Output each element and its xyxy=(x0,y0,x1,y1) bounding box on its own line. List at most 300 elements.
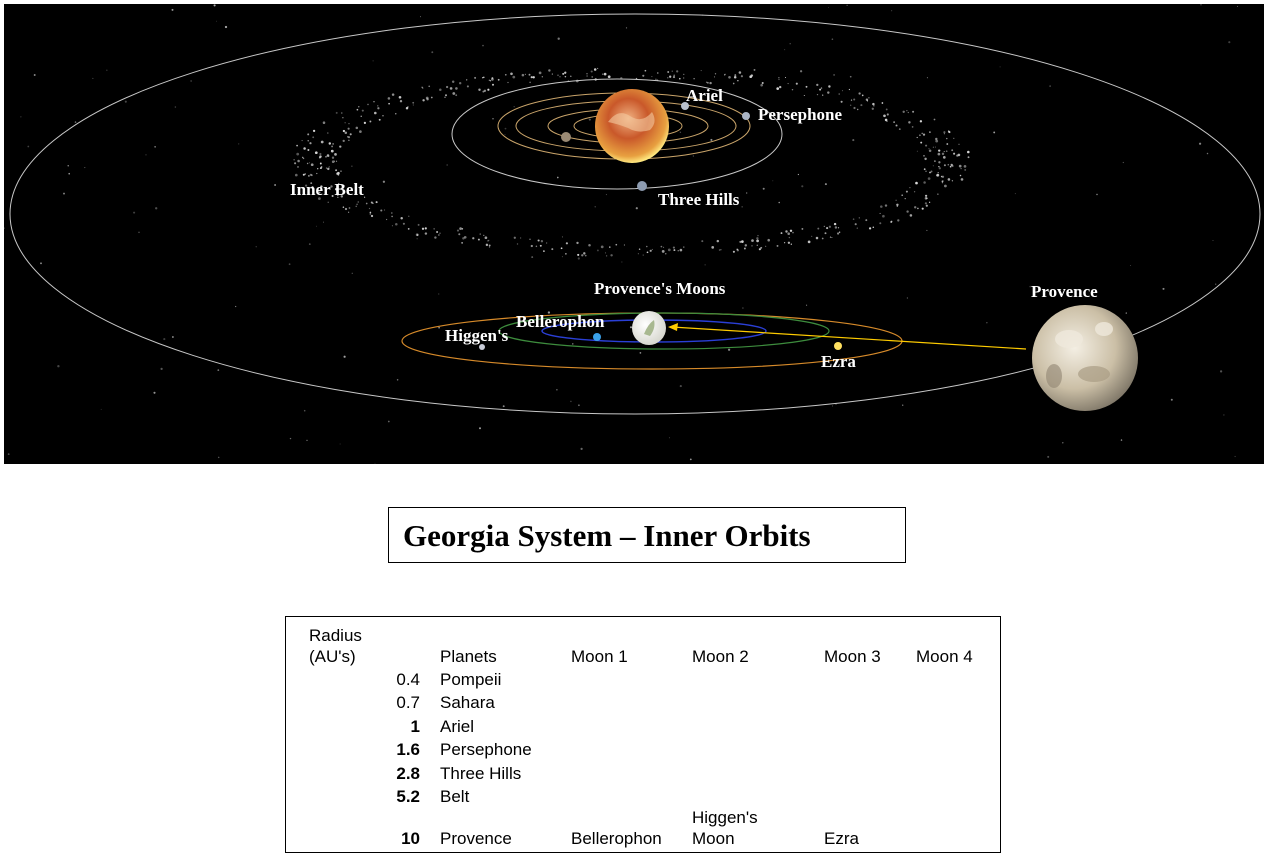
belt-particle xyxy=(757,235,758,236)
belt-particle xyxy=(948,130,950,132)
star xyxy=(492,118,493,119)
belt-particle xyxy=(439,88,442,91)
belt-particle xyxy=(778,77,779,78)
star xyxy=(986,322,987,323)
star xyxy=(907,297,908,298)
belt-particle xyxy=(873,227,875,229)
belt-particle xyxy=(505,74,507,76)
belt-particle xyxy=(816,237,819,240)
label-ezra: Ezra xyxy=(821,352,856,371)
belt-particle xyxy=(466,79,467,80)
belt-particle xyxy=(369,213,371,215)
belt-particle xyxy=(673,76,675,78)
belt-particle xyxy=(693,78,694,79)
star xyxy=(1200,4,1201,5)
belt-particle xyxy=(408,228,410,230)
belt-particle xyxy=(935,147,936,148)
belt-particle xyxy=(327,168,329,170)
star xyxy=(680,385,682,387)
belt-particle xyxy=(610,254,612,256)
belt-particle xyxy=(343,140,345,142)
belt-particle xyxy=(293,159,294,160)
star xyxy=(513,106,514,107)
star xyxy=(40,262,42,264)
belt-particle xyxy=(828,85,830,87)
star xyxy=(847,5,848,6)
belt-particle xyxy=(426,97,429,100)
belt-particle xyxy=(791,244,792,245)
belt-particle xyxy=(882,102,884,104)
belt-particle xyxy=(399,96,402,99)
sahara-planet xyxy=(561,132,571,142)
belt-particle xyxy=(639,248,641,250)
row-radius: 0.4 xyxy=(396,670,420,689)
belt-particle xyxy=(741,75,743,77)
belt-particle xyxy=(756,240,759,243)
belt-particle xyxy=(566,242,568,244)
belt-particle xyxy=(492,84,494,86)
star xyxy=(578,404,580,406)
belt-particle xyxy=(450,87,453,90)
belt-particle xyxy=(624,244,625,245)
belt-particle xyxy=(608,75,611,78)
belt-particle xyxy=(384,209,385,210)
belt-particle xyxy=(412,102,414,104)
belt-particle xyxy=(839,232,840,233)
star xyxy=(482,45,484,47)
belt-particle xyxy=(532,76,534,78)
belt-particle xyxy=(667,71,669,73)
belt-particle xyxy=(297,166,299,168)
star xyxy=(580,448,582,450)
belt-particle xyxy=(931,171,933,173)
star xyxy=(373,60,374,61)
belt-particle xyxy=(917,208,919,210)
belt-particle xyxy=(826,227,828,229)
belt-particle xyxy=(439,233,440,234)
belt-particle xyxy=(577,254,579,256)
belt-particle xyxy=(462,237,464,239)
row-radius: 5.2 xyxy=(396,787,420,806)
belt-particle xyxy=(467,85,469,87)
belt-particle xyxy=(539,72,542,75)
star xyxy=(68,173,70,175)
belt-particle xyxy=(332,157,334,159)
belt-particle xyxy=(425,232,427,234)
belt-particle xyxy=(706,82,708,84)
belt-particle xyxy=(662,250,665,253)
star xyxy=(316,226,317,227)
belt-particle xyxy=(345,122,346,123)
star xyxy=(798,174,799,175)
belt-particle xyxy=(339,145,341,147)
belt-particle xyxy=(647,251,649,253)
belt-particle xyxy=(915,182,918,185)
star xyxy=(340,444,341,445)
belt-particle xyxy=(489,244,491,246)
belt-particle xyxy=(517,243,518,244)
belt-particle xyxy=(364,197,365,198)
belt-particle xyxy=(865,219,867,221)
belt-particle xyxy=(340,170,341,171)
belt-particle xyxy=(329,142,331,144)
belt-particle xyxy=(650,250,652,252)
belt-particle xyxy=(909,187,910,188)
belt-particle xyxy=(943,131,945,133)
belt-particle xyxy=(788,83,789,84)
belt-particle xyxy=(380,209,382,211)
belt-particle xyxy=(751,74,753,76)
label-provence: Provence xyxy=(1031,282,1098,301)
star xyxy=(570,401,572,403)
belt-particle xyxy=(920,142,922,144)
belt-particle xyxy=(938,149,940,151)
star xyxy=(558,38,560,40)
star xyxy=(218,457,220,459)
belt-particle xyxy=(416,233,419,236)
belt-particle xyxy=(920,120,922,122)
star xyxy=(837,232,839,234)
star xyxy=(383,181,385,183)
belt-particle xyxy=(765,246,766,247)
belt-particle xyxy=(326,168,327,169)
belt-particle xyxy=(609,246,610,247)
belt-particle xyxy=(938,166,939,167)
belt-particle xyxy=(343,206,345,208)
belt-particle xyxy=(959,144,960,145)
row-planet: Sahara xyxy=(440,693,495,712)
belt-particle xyxy=(944,151,945,152)
belt-particle xyxy=(678,250,679,251)
belt-particle xyxy=(751,239,754,242)
belt-particle xyxy=(512,76,515,79)
star xyxy=(306,440,307,441)
belt-particle xyxy=(376,201,378,203)
belt-particle xyxy=(714,76,715,77)
belt-particle xyxy=(872,103,874,105)
belt-particle xyxy=(934,119,936,121)
belt-particle xyxy=(321,166,323,168)
belt-particle xyxy=(334,153,337,156)
header-moon-4: Moon 4 xyxy=(916,647,973,666)
belt-particle xyxy=(444,97,445,98)
belt-particle xyxy=(806,86,808,88)
star xyxy=(1213,240,1214,241)
belt-particle xyxy=(817,228,819,230)
star xyxy=(323,222,324,223)
belt-particle xyxy=(478,89,480,91)
row-planet: Three Hills xyxy=(440,764,522,783)
star xyxy=(352,273,353,274)
star xyxy=(1237,6,1238,7)
belt-particle xyxy=(883,114,886,117)
belt-particle xyxy=(942,153,944,155)
belt-particle xyxy=(819,89,821,91)
belt-particle xyxy=(734,74,736,76)
belt-particle xyxy=(683,77,684,78)
star xyxy=(431,51,433,53)
row-radius: 2.8 xyxy=(396,764,420,783)
belt-particle xyxy=(933,147,934,148)
row-radius: 0.7 xyxy=(396,693,420,712)
belt-particle xyxy=(914,191,915,192)
belt-particle xyxy=(400,100,402,102)
belt-particle xyxy=(790,230,792,232)
belt-particle xyxy=(801,228,803,230)
star xyxy=(852,139,854,141)
star xyxy=(800,70,802,72)
belt-particle xyxy=(357,109,359,111)
row-radius: 1 xyxy=(410,717,420,736)
belt-particle xyxy=(309,142,311,144)
belt-particle xyxy=(951,149,953,151)
belt-particle xyxy=(942,181,944,183)
persephone-planet xyxy=(742,112,750,120)
belt-particle xyxy=(646,246,648,248)
belt-particle xyxy=(952,165,954,167)
belt-particle xyxy=(872,108,874,110)
belt-particle xyxy=(356,127,359,130)
star xyxy=(57,365,59,367)
star xyxy=(1015,193,1016,194)
label-ariel: Ariel xyxy=(686,86,723,105)
belt-particle xyxy=(307,163,308,164)
star xyxy=(375,463,376,464)
belt-particle xyxy=(906,110,907,111)
belt-particle xyxy=(422,228,424,230)
star xyxy=(1171,399,1173,401)
belt-particle xyxy=(336,161,337,162)
star xyxy=(84,167,85,168)
belt-particle xyxy=(478,239,480,241)
belt-particle xyxy=(483,77,485,79)
belt-particle xyxy=(307,149,309,151)
belt-particle xyxy=(438,234,439,235)
star xyxy=(742,307,744,309)
star xyxy=(728,349,730,351)
belt-particle xyxy=(562,73,564,75)
star xyxy=(828,7,829,8)
belt-particle xyxy=(296,153,299,156)
orbit-table xyxy=(285,616,1001,853)
belt-particle xyxy=(436,231,438,233)
belt-particle xyxy=(446,86,448,88)
star xyxy=(705,264,706,265)
belt-particle xyxy=(474,77,476,79)
belt-particle xyxy=(370,212,372,214)
belt-particle xyxy=(319,153,321,155)
belt-particle xyxy=(886,108,888,110)
star xyxy=(1130,265,1131,266)
belt-particle xyxy=(362,110,364,112)
belt-particle xyxy=(711,246,714,249)
belt-particle xyxy=(777,245,779,247)
star xyxy=(927,77,928,78)
provence-pointer-arrowhead xyxy=(668,323,678,331)
belt-particle xyxy=(959,165,962,168)
belt-particle xyxy=(489,246,490,247)
belt-particle xyxy=(576,242,578,244)
star xyxy=(763,188,765,190)
belt-particle xyxy=(421,87,422,88)
belt-particle xyxy=(531,245,533,247)
belt-particle xyxy=(808,241,811,244)
belt-particle xyxy=(895,125,897,127)
belt-particle xyxy=(964,169,966,171)
belt-particle xyxy=(683,246,684,247)
belt-particle xyxy=(315,151,318,154)
belt-particle xyxy=(413,104,414,105)
belt-particle xyxy=(561,247,563,249)
star xyxy=(146,154,147,155)
row-planet: Ariel xyxy=(440,717,475,736)
belt-particle xyxy=(719,249,721,251)
star xyxy=(636,207,638,209)
star xyxy=(1215,284,1216,285)
belt-particle xyxy=(924,168,926,170)
belt-particle xyxy=(356,203,358,205)
star xyxy=(789,43,790,44)
belt-particle xyxy=(455,87,458,90)
belt-particle xyxy=(297,160,300,163)
belt-particle xyxy=(785,230,787,232)
belt-particle xyxy=(760,84,763,87)
star xyxy=(68,165,69,166)
belt-particle xyxy=(379,119,381,121)
title-box xyxy=(388,507,906,563)
star xyxy=(825,183,827,185)
belt-particle xyxy=(938,161,940,163)
star xyxy=(669,437,670,438)
label-provences-moons: Provence's Moons xyxy=(594,279,726,298)
belt-particle xyxy=(559,76,560,77)
belt-particle xyxy=(906,210,908,212)
belt-particle xyxy=(744,248,746,250)
belt-particle xyxy=(908,121,910,123)
star xyxy=(216,21,217,22)
belt-particle xyxy=(673,247,675,249)
belt-particle xyxy=(739,71,742,74)
belt-particle xyxy=(921,133,923,135)
belt-particle xyxy=(377,107,379,109)
belt-particle xyxy=(924,158,926,160)
belt-particle xyxy=(946,150,948,152)
belt-particle xyxy=(332,143,334,145)
belt-particle xyxy=(857,109,858,110)
belt-particle xyxy=(307,140,308,141)
belt-particle xyxy=(377,105,378,106)
star xyxy=(336,112,338,114)
belt-particle xyxy=(926,197,928,199)
star xyxy=(917,151,918,152)
belt-particle xyxy=(866,99,868,101)
belt-particle xyxy=(862,95,864,97)
belt-particle xyxy=(817,94,818,95)
star xyxy=(833,74,835,76)
row-moon-3: Ezra xyxy=(824,829,859,848)
belt-particle xyxy=(485,236,488,239)
belt-particle xyxy=(733,251,735,253)
belt-particle xyxy=(835,226,837,228)
belt-particle xyxy=(565,76,567,78)
belt-particle xyxy=(922,208,924,210)
belt-particle xyxy=(821,87,822,88)
belt-particle xyxy=(941,176,943,178)
belt-particle xyxy=(842,90,843,91)
belt-particle xyxy=(655,79,656,80)
belt-particle xyxy=(452,81,454,83)
star xyxy=(238,143,239,144)
belt-particle xyxy=(408,216,409,217)
belt-particle xyxy=(887,113,889,115)
belt-particle xyxy=(431,97,433,99)
belt-particle xyxy=(944,133,945,134)
star xyxy=(1162,288,1164,290)
belt-particle xyxy=(459,227,462,230)
star xyxy=(309,243,311,245)
belt-particle xyxy=(672,71,673,72)
belt-particle xyxy=(964,165,967,168)
belt-particle xyxy=(347,136,348,137)
star xyxy=(256,246,257,247)
belt-particle xyxy=(834,223,836,225)
belt-particle xyxy=(459,82,461,84)
belt-particle xyxy=(792,232,794,234)
star xyxy=(397,379,399,381)
belt-particle xyxy=(591,70,593,72)
belt-particle xyxy=(968,156,970,158)
star xyxy=(589,119,591,121)
belt-particle xyxy=(358,106,359,107)
belt-particle xyxy=(334,161,335,162)
star xyxy=(1000,66,1001,67)
belt-particle xyxy=(382,115,383,116)
star xyxy=(1126,312,1127,313)
belt-particle xyxy=(787,232,790,235)
provence-pointer-line xyxy=(672,327,1026,349)
belt-particle xyxy=(312,136,314,138)
belt-particle xyxy=(422,99,424,101)
star xyxy=(153,392,155,394)
star xyxy=(4,227,5,229)
belt-particle xyxy=(597,68,598,69)
belt-particle xyxy=(908,112,909,113)
belt-particle xyxy=(715,73,716,74)
belt-particle xyxy=(486,244,488,246)
star xyxy=(746,192,747,193)
belt-particle xyxy=(933,165,934,166)
belt-particle xyxy=(642,75,644,77)
belt-particle xyxy=(822,238,824,240)
belt-particle xyxy=(484,90,486,92)
star xyxy=(572,343,573,344)
belt-particle xyxy=(458,233,460,235)
belt-particle xyxy=(906,191,908,193)
row-planet: Pompeii xyxy=(440,670,502,689)
belt-particle xyxy=(522,74,525,77)
belt-particle xyxy=(403,223,405,225)
belt-particle xyxy=(455,94,457,96)
belt-particle xyxy=(605,252,606,253)
belt-particle xyxy=(320,163,322,165)
belt-particle xyxy=(789,237,790,238)
star xyxy=(832,38,834,40)
belt-particle xyxy=(307,133,309,135)
belt-particle xyxy=(936,174,939,177)
star xyxy=(1199,143,1201,145)
three-hills-planet xyxy=(637,181,647,191)
belt-particle xyxy=(948,164,950,166)
